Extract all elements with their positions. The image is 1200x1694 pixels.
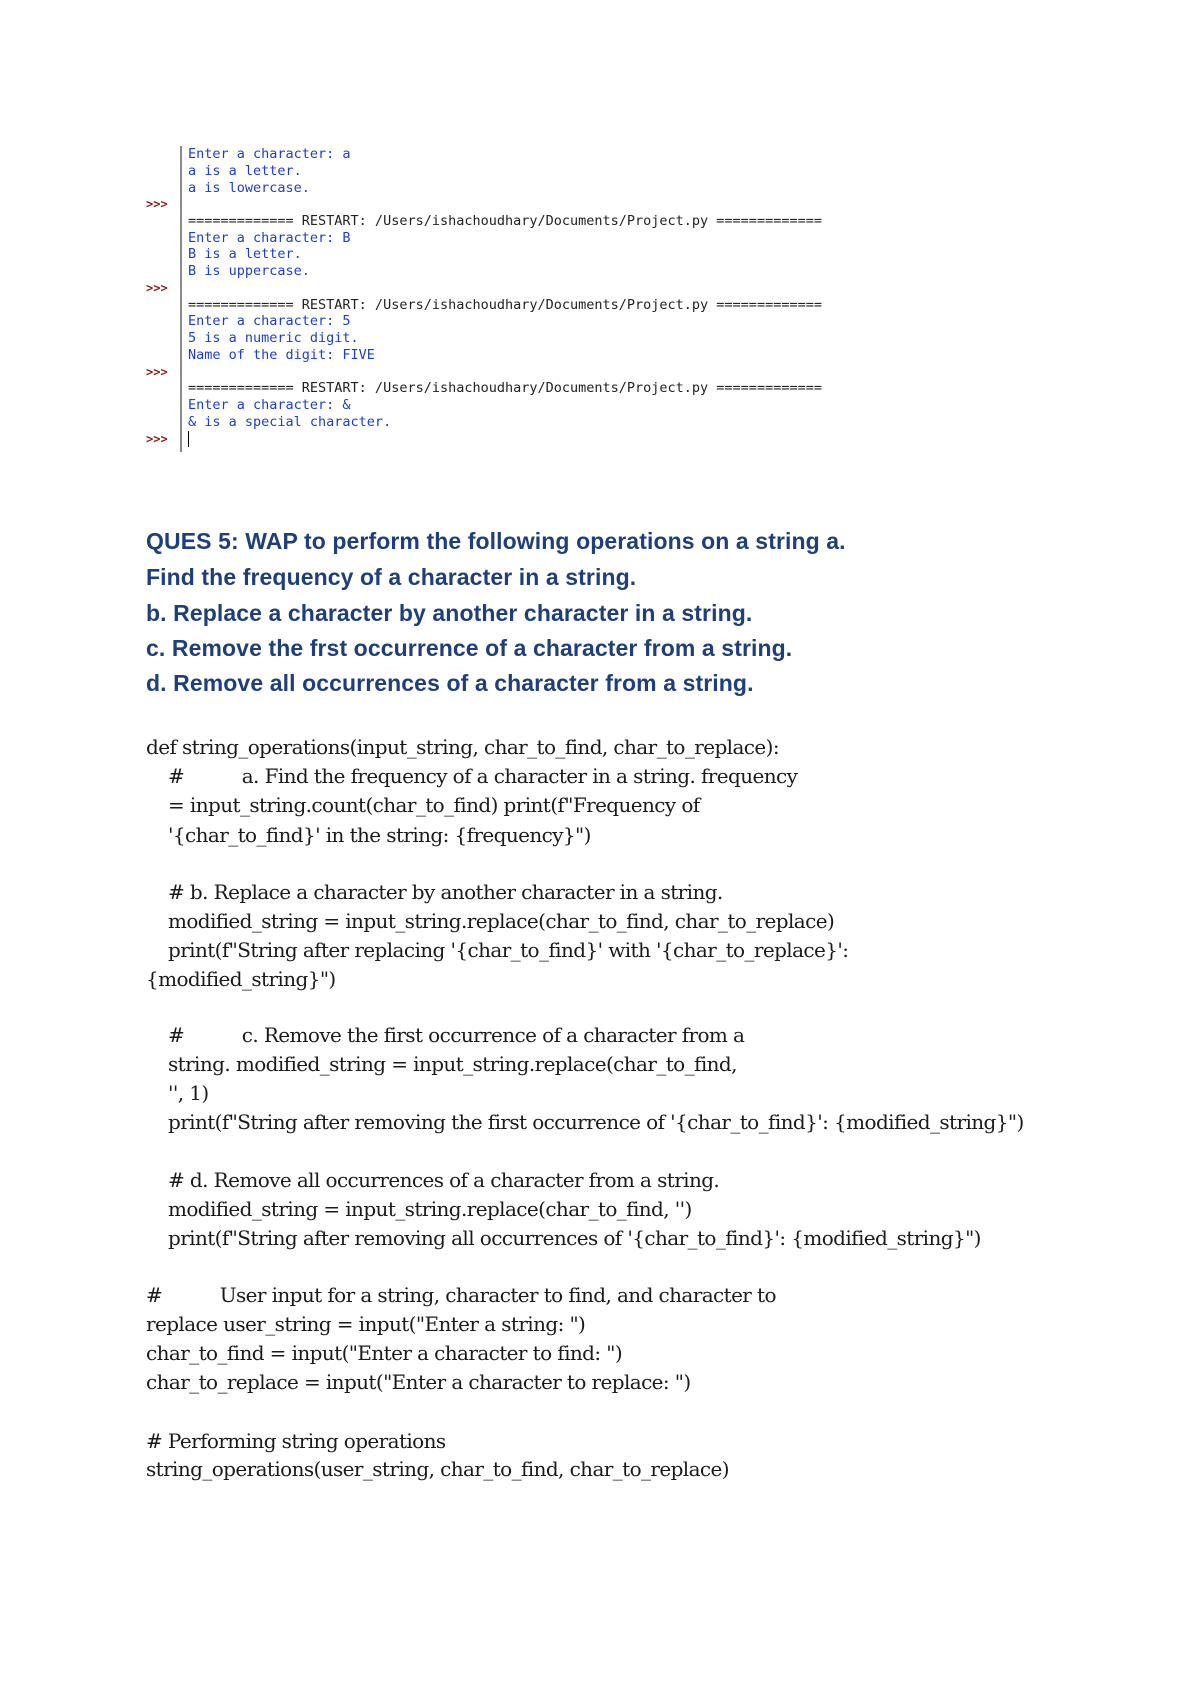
- code-line: string_operations(user_string, char_to_find, char_to_replace): [146, 1457, 729, 1481]
- code-comment: # User input for a string, character to find, and character to: [146, 1283, 776, 1307]
- shell-restart-line: ============= RESTART: /Users/ishachoudhary/Documents/Project.py =============: [188, 297, 822, 313]
- code-line: replace user_string = input("Enter a string: "): [146, 1312, 586, 1336]
- shell-line: Enter a character: a: [188, 146, 351, 162]
- question-item-b: b. Replace a character by another character in a string.: [146, 600, 753, 626]
- code-line: char_to_replace = input("Enter a character to replace: "): [146, 1370, 691, 1394]
- question-item-a: Find the frequency of a character in a string.: [146, 564, 637, 590]
- code-comment: # Performing string operations: [146, 1429, 446, 1453]
- code-line: char_to_find = input("Enter a character to find: "): [146, 1341, 623, 1365]
- shell-prompt: >>>: [146, 197, 168, 211]
- code-line: modified_string = input_string.replace(char_to_find, char_to_replace): [168, 909, 835, 933]
- shell-restart-line: ============= RESTART: /Users/ishachoudhary/Documents/Project.py =============: [188, 380, 822, 396]
- code-comment: # d. Remove all occurrences of a character from a string.: [168, 1168, 720, 1192]
- code-line: modified_string = input_string.replace(char_to_find, ''): [168, 1197, 692, 1221]
- shell-line: Enter a character: 5: [188, 313, 351, 329]
- shell-line: & is a special character.: [188, 414, 392, 430]
- shell-line: Enter a character: B: [188, 230, 351, 246]
- shell-line: a is a letter.: [188, 163, 302, 179]
- shell-line: Enter a character: &: [188, 397, 351, 413]
- shell-prompt: >>>: [146, 432, 168, 446]
- shell-line: B is uppercase.: [188, 263, 310, 279]
- code-line: '{char_to_find}' in the string: {frequency}"): [168, 823, 591, 847]
- code-line: = input_string.count(char_to_find) print(f"Frequency of: [168, 793, 700, 817]
- code-line: {modified_string}"): [146, 967, 336, 991]
- question-item-d: d. Remove all occurrences of a character from a string.: [146, 670, 754, 696]
- shell-prompt: >>>: [146, 365, 168, 379]
- code-comment: # a. Find the frequency of a character in a string. frequency: [168, 764, 798, 788]
- shell-line: Name of the digit: FIVE: [188, 347, 375, 363]
- shell-gutter-divider: [180, 146, 182, 452]
- code-line: '', 1): [168, 1081, 209, 1105]
- code-comment: # c. Remove the first occurrence of a character from a: [168, 1023, 745, 1047]
- shell-line: a is lowercase.: [188, 180, 310, 196]
- text-cursor[interactable]: [188, 431, 189, 447]
- code-line: def string_operations(input_string, char_to_find, char_to_replace):: [146, 735, 779, 759]
- code-line: print(f"String after replacing '{char_to_find}' with '{char_to_replace}':: [168, 938, 849, 962]
- question-item-c: c. Remove the frst occurrence of a character from a string.: [146, 635, 793, 661]
- code-line: print(f"String after removing all occurrences of '{char_to_find}': {modified_string}"): [168, 1226, 981, 1250]
- shell-restart-line: ============= RESTART: /Users/ishachoudhary/Documents/Project.py =============: [188, 213, 822, 229]
- question-title: QUES 5: WAP to perform the following operations on a string a.: [146, 528, 846, 554]
- shell-prompt: >>>: [146, 281, 168, 295]
- shell-line: 5 is a numeric digit.: [188, 330, 359, 346]
- shell-line: B is a letter.: [188, 246, 302, 262]
- code-line: print(f"String after removing the first occurrence of '{char_to_find}': {modified_string}"): [168, 1110, 1024, 1134]
- shell-output: [146, 142, 926, 462]
- code-line: string. modified_string = input_string.replace(char_to_find,: [168, 1052, 737, 1076]
- code-comment: # b. Replace a character by another character in a string.: [168, 880, 723, 904]
